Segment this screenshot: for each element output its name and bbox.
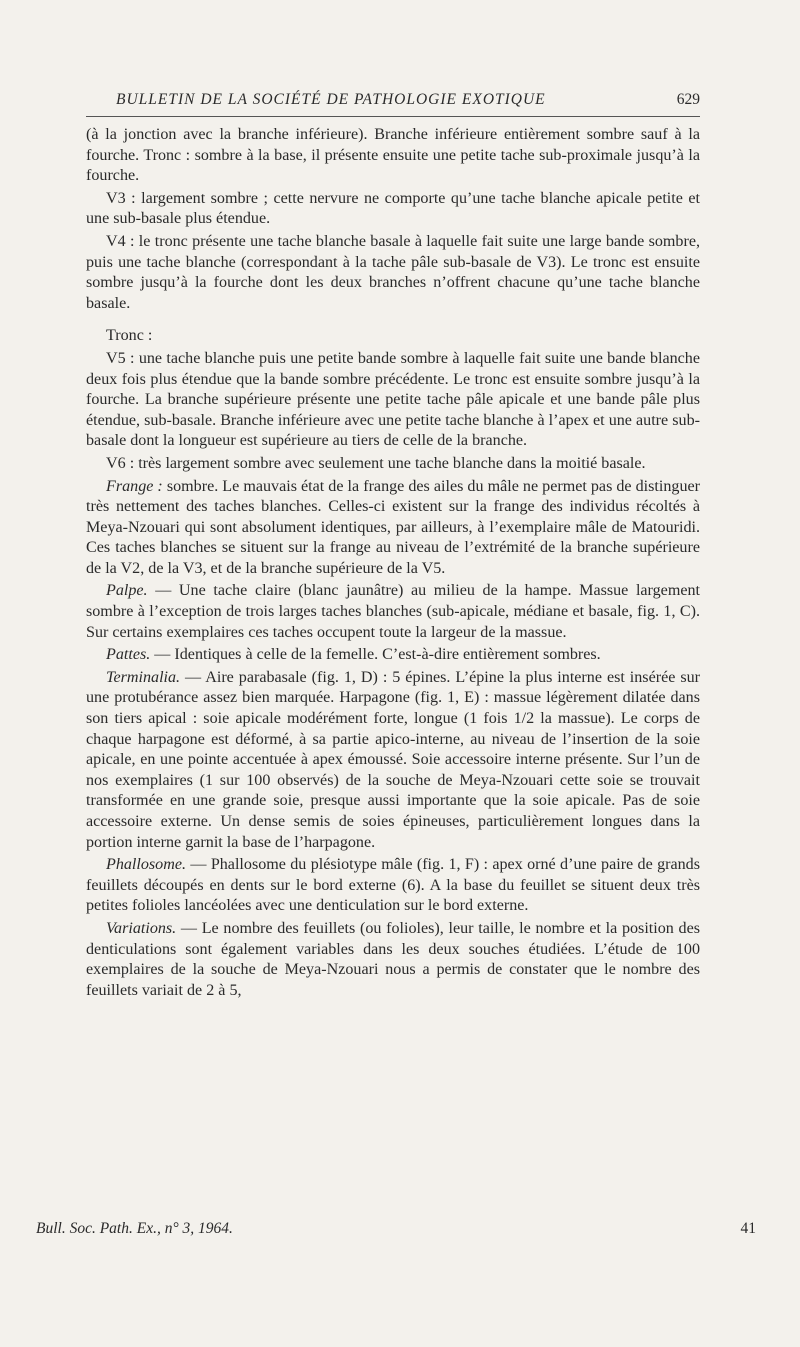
- page-content: [86, 86, 700, 1003]
- paragraph-v4: V4 : le tronc présente une tache blanche basale à laquelle fait suite une large bande sombre, puis une tache blanche (correspondant à la tache pâle sub-basale de V3). Le tronc est ensuite sombre jusqu’à la fourche dont les deux branches n’offrent chacune qu’une tache blanche basale.: [86, 232, 700, 312]
- paragraph-0: (à la jonction avec la branche inférieure). Branche inférieure entièrement sombre sauf à la fourche. Tronc : sombre à la base, il présente ensuite une petite tache sub-proximale jusqu’à la fourche.: [86, 126, 700, 185]
- paragraph-v6: V6 : très largement sombre avec seulement une tache blanche dans la moitié basale.: [106, 454, 646, 472]
- paragraph-lead: Frange :: [106, 477, 163, 495]
- journal-citation: Bull. Soc. Path. Ex., n° 3, 1964.: [36, 1220, 233, 1237]
- page-number: 629: [676, 91, 700, 108]
- paragraph-lead: Palpe.: [106, 582, 148, 600]
- paragraph-tronc: Tronc :: [106, 327, 153, 345]
- paragraph-lead: Variations.: [106, 919, 177, 937]
- running-head: [86, 86, 700, 117]
- paragraph-frange: Frange : sombre. Le mauvais état de la frange des ailes du mâle ne permet pas de distinguer très nettement des taches blanches. Celles-ci existent sur la frange des individus récoltés à Meya-Nzouari qui sont absolument identiques, par ailleurs, à l’exemplaire mâle de Matouridi. Ces taches blanches se situent sur la frange au niveau de l’extrémité de la branche supérieure de la V2, de la V3, et de la branche supérieure de la V5.: [86, 477, 700, 577]
- paragraph-pattes: Pattes. — Identiques à celle de la femelle. C’est-à-dire entièrement sombres.: [106, 646, 601, 664]
- article-body: [86, 125, 700, 1001]
- paragraph-lead: Pattes.: [106, 646, 151, 664]
- paragraph-terminalia: Terminalia. — Aire parabasale (fig. 1, D) : 5 épines. L’épine la plus interne est insérée sur une protubérance assez bien marquée. Harpagone (fig. 1, E) : massue légèrement dilatée dans son tiers apical : soie apicale modérément forte, longue (1 fois 1/2 la massue). Le corps de chaque harpagone est déformé, à sa partie apico-interne, au niveau de l’insertion de la soie apicale, en une pointe accentuée à apex émoussé. Soie accessoire interne présente. Sur l’un de nos exemplaires (1 sur 100 observés) de la souche de Meya-Nzouari cette soie se trouvait transformée en une grande soie, presque aussi importante que la soie apicale. Pas de soie accessoire externe. Un dense semis de soies épineuses, particulièrement longues dans la portion interne garnit la base de l’harpagone.: [86, 668, 700, 851]
- journal-title: BULLETIN DE LA SOCIÉTÉ DE PATHOLOGIE EXOTIQUE: [116, 91, 546, 108]
- paragraph-v5: V5 : une tache blanche puis une petite bande sombre à laquelle fait suite une bande blanche deux fois plus étendue que la bande sombre précédente. Le tronc est ensuite sombre jusqu’à la fourche. La branche supérieure présente une petite tache pâle apicale et une bande pâle plus étendue, sub-basale. Branche inférieure avec une petite tache blanche à l’apex et une autre sub-basale dont la longueur est supérieure au tiers de celle de la branche.: [86, 349, 700, 450]
- page-footer: [36, 1220, 756, 1238]
- paragraph-phallosome: Phallosome. — Phallosome du plésiotype mâle (fig. 1, F) : apex orné d’une paire de grands feuillets découpés en dents sur le bord externe (6). A la base du feuillet se situent deux très petites folioles lancéolées avec une denticulation sur le bord externe.: [86, 856, 700, 915]
- paragraph-lead: Terminalia.: [106, 668, 181, 686]
- signature-mark: 41: [740, 1220, 756, 1237]
- paragraph-lead: Phallosome.: [106, 856, 187, 874]
- paragraph-variations: Variations. — Le nombre des feuillets (ou folioles), leur taille, le nombre et la position des denticulations sont également variables dans les deux souches étudiées. L’étude de 100 exemplaires de la souche de Meya-Nzouari nous a permis de constater que le nombre des feuillets variait de 2 à 5,: [86, 919, 700, 999]
- paragraph-palpe: Palpe. — Une tache claire (blanc jaunâtre) au milieu de la hampe. Massue largement sombre à l’exception de trois larges taches blanches (sub-apicale, médiane et basale, fig. 1, C). Sur certains exemplaires ces taches occupent toute la largeur de la massue.: [86, 582, 700, 641]
- paragraph-v3: V3 : largement sombre ; cette nervure ne comporte qu’une tache blanche apicale petite et une sub-basale plus étendue.: [86, 189, 700, 228]
